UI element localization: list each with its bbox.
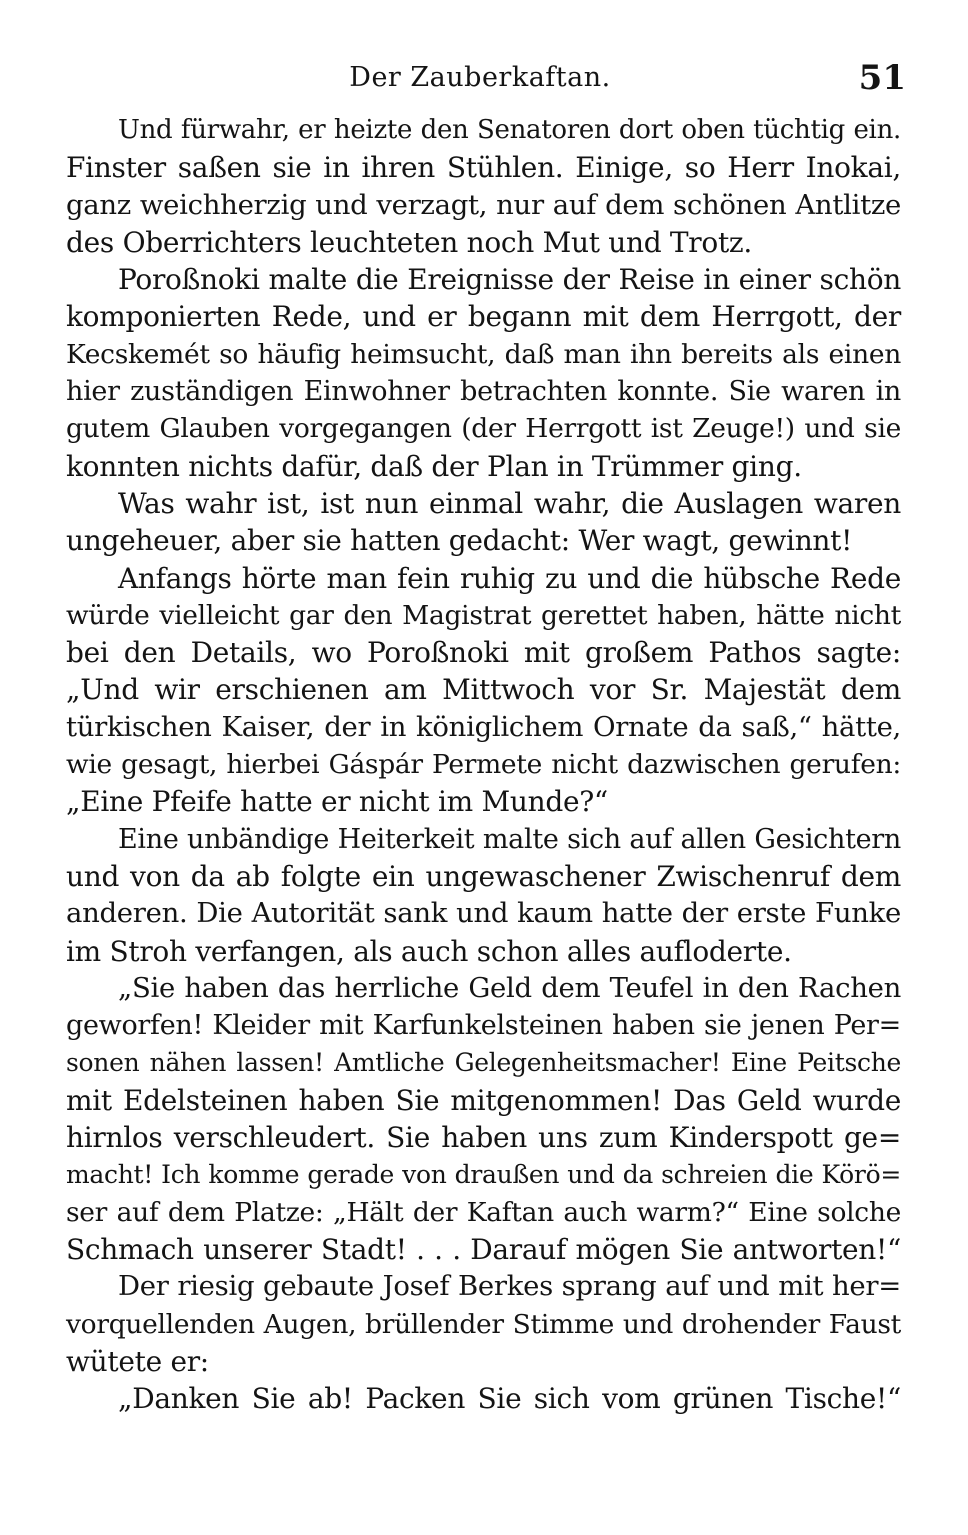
text-line: und von da ab folgte ein ungewaschener Zwischenruf dem: [66, 859, 901, 893]
text-line: ungeheuer, aber sie hatten gedacht: Wer wagt, gewinnt!: [66, 524, 853, 558]
text-line: bei den Details, wo Poroßnoki mit großem Pathos sagte:: [66, 636, 901, 670]
text-line: macht! Ich komme gerade von draußen und da schreien die Körö=: [66, 1160, 901, 1190]
text-line: „Danken Sie ab! Packen Sie sich vom grünen Tische!“: [118, 1382, 901, 1416]
text-line: Der riesig gebaute Josef Berkes sprang auf und mit her=: [118, 1270, 901, 1303]
text-line: mit Edelsteinen haben Sie mitgenommen! Das Geld wurde: [66, 1083, 901, 1117]
text-line: komponierten Rede, und er begann mit dem Herrgott, der: [66, 300, 901, 334]
text-line: würde vielleicht gar den Magistrat gerettet haben, hätte nicht: [66, 599, 901, 631]
text-line: sonen nähen lassen! Amtliche Gelegenheitsmacher! Eine Peitsche: [66, 1048, 901, 1078]
text-line: türkischen Kaiser, der in königlichem Ornate da saß,“ hätte,: [66, 710, 901, 743]
text-line: ser auf dem Platze: „Hält der Kaftan auch warm?“ Eine solche: [66, 1196, 901, 1228]
running-title: Der Zauberkaftan.: [349, 62, 611, 93]
text-line: Schmach unserer Stadt! . . . Darauf mögen Sie antworten!“: [66, 1232, 901, 1266]
text-line: Was wahr ist, ist nun einmal wahr, die Auslagen waren: [118, 486, 901, 520]
text-line: gutem Glauben vorgegangen (der Herrgott ist Zeuge!) und sie: [66, 413, 901, 445]
text-line: „Sie haben das herrliche Geld dem Teufel in den Rachen: [118, 971, 901, 1004]
text-line: konnten nichts dafür, daß der Plan in Trümmer ging.: [66, 449, 802, 483]
text-line: Eine unbändige Heiterkeit malte sich auf allen Gesichtern: [118, 823, 901, 855]
text-line: im Stroh verfangen, als auch schon alles aufloderte.: [66, 934, 792, 968]
text-line: Poroßnoki malte die Ereignisse der Reise in einer schön: [118, 263, 901, 297]
text-line: Finster saßen sie in ihren Stühlen. Einige, so Herr Inokai,: [66, 151, 901, 185]
text-line: wütete er:: [66, 1344, 209, 1378]
text-line: hirnlos verschleudert. Sie haben uns zum Kinderspott ge=: [66, 1121, 901, 1155]
body-text: [66, 112, 901, 1417]
text-line: „Eine Pfeife hatte er nicht im Munde?“: [66, 785, 608, 819]
text-line: vorquellenden Augen, brüllender Stimme und drohender Faust: [66, 1308, 901, 1340]
text-line: Anfangs hörte man fein ruhig zu und die hübsche Rede: [118, 561, 901, 595]
text-line: „Und wir erschienen am Mittwoch vor Sr. Majestät dem: [66, 673, 901, 707]
text-line: des Oberrichters leuchteten noch Mut und Trotz.: [66, 225, 752, 259]
text-line: hier zuständigen Einwohner betrachten konnte. Sie waren in: [66, 376, 901, 408]
text-line: ganz weichherzig und verzagt, nur auf dem schönen Antlitze: [66, 188, 901, 221]
page-number: 51: [858, 58, 906, 98]
text-line: Kecskemét so häufig heimsucht, daß man ihn bereits als einen: [66, 338, 901, 370]
text-line: anderen. Die Autorität sank und kaum hatte der erste Funke: [66, 897, 901, 930]
text-line: geworfen! Kleider mit Karfunkelsteinen haben sie jenen Per=: [66, 1010, 901, 1042]
text-line: wie gesagt, hierbei Gáspár Permete nicht dazwischen gerufen:: [66, 749, 901, 781]
text-line: Und fürwahr, er heizte den Senatoren dort oben tüchtig ein.: [118, 115, 901, 145]
